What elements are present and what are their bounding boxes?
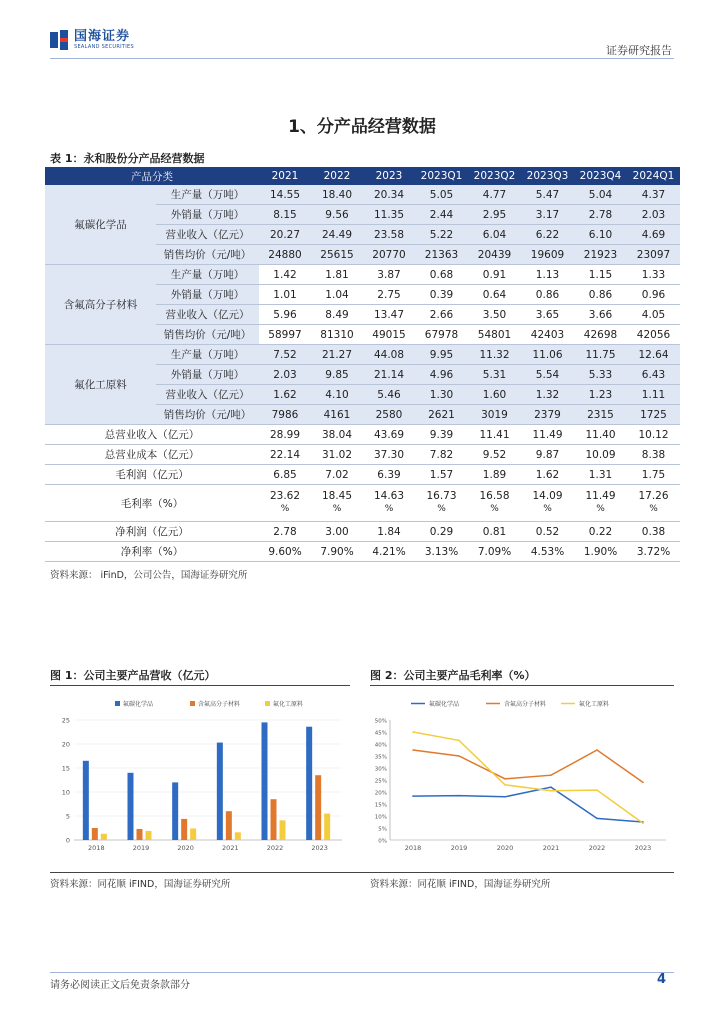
value-cell: 6.43 bbox=[627, 365, 680, 385]
bar bbox=[315, 775, 321, 840]
value-cell: 9.95 bbox=[415, 345, 468, 365]
value-cell: 42403 bbox=[521, 325, 574, 345]
value-number: 14.09 bbox=[532, 490, 563, 502]
header-divider bbox=[50, 58, 674, 59]
brand-name-cn: 国海证券 bbox=[74, 29, 131, 44]
value-cell: 5.31 bbox=[468, 365, 521, 385]
data-point bbox=[458, 755, 460, 757]
value-cell: 11.06 bbox=[521, 345, 574, 365]
footer-divider bbox=[50, 972, 674, 973]
value-cell: 6.04 bbox=[468, 225, 521, 245]
value-cell: 0.96 bbox=[627, 285, 680, 305]
table-row bbox=[45, 185, 680, 205]
value-cell: 6.10 bbox=[574, 225, 627, 245]
data-point bbox=[596, 789, 598, 791]
y-tick-label: 15% bbox=[374, 802, 387, 809]
item-cell: 生产量（万吨） bbox=[156, 185, 259, 205]
value-cell: 11.32 bbox=[468, 345, 521, 365]
y-tick-label: 25 bbox=[61, 716, 70, 725]
bar bbox=[181, 819, 187, 840]
data-point bbox=[550, 790, 552, 792]
value-cell: 5.04 bbox=[574, 185, 627, 205]
value-number: 16.58 bbox=[479, 490, 510, 502]
value-cell: 1.33 bbox=[627, 265, 680, 285]
value-cell: 3.66 bbox=[574, 305, 627, 325]
value-cell: 3.50 bbox=[468, 305, 521, 325]
header-cell: 2023 bbox=[363, 167, 415, 185]
x-tick-label: 2020 bbox=[496, 844, 514, 852]
value-cell: 4.77 bbox=[468, 185, 521, 205]
value-number: 23.62 bbox=[269, 490, 301, 502]
value-cell: 4.96 bbox=[415, 365, 468, 385]
bar bbox=[146, 831, 152, 840]
legend-label: 氟化工原料 bbox=[579, 701, 610, 708]
table-row bbox=[45, 345, 680, 365]
value-cell: 0.86 bbox=[521, 285, 574, 305]
value-cell: 2621 bbox=[415, 405, 468, 425]
value-cell: 0.68 bbox=[415, 265, 468, 285]
summary-value-cell: 38.04 bbox=[311, 425, 363, 445]
summary-value-cell: 9.52 bbox=[468, 445, 521, 465]
data-point bbox=[642, 782, 644, 784]
summary-row bbox=[45, 425, 680, 445]
header-cell: 2023Q4 bbox=[574, 167, 627, 185]
x-tick-label: 2021 bbox=[222, 844, 239, 852]
value-cell: 8.49 bbox=[311, 305, 363, 325]
item-cell: 营业收入（亿元） bbox=[156, 305, 259, 325]
value-cell: 42056 bbox=[627, 325, 680, 345]
x-tick-label: 2019 bbox=[132, 844, 150, 852]
summary-value-cell: 10.09 bbox=[574, 445, 627, 465]
value-cell: 5.22 bbox=[415, 225, 468, 245]
y-tick-label: 10 bbox=[61, 788, 70, 797]
summary-value-cell: 0.52 bbox=[521, 522, 574, 542]
summary-value-cell: 0.29 bbox=[415, 522, 468, 542]
summary-value-cell bbox=[311, 485, 363, 522]
summary-value-cell: 22.14 bbox=[259, 445, 311, 465]
summary-value-cell: 0.22 bbox=[574, 522, 627, 542]
summary-value-cell: 3.13% bbox=[415, 542, 468, 562]
product-data-table bbox=[45, 167, 680, 562]
bar bbox=[271, 799, 277, 840]
value-cell: 5.47 bbox=[521, 185, 574, 205]
value-cell: 2.03 bbox=[259, 365, 311, 385]
footer-disclaimer: 请务必阅读正文后免责条款部分 bbox=[50, 980, 190, 991]
summary-row bbox=[45, 485, 680, 522]
summary-value-cell: 8.38 bbox=[627, 445, 680, 465]
summary-value-cell: 1.84 bbox=[363, 522, 415, 542]
value-cell: 1.32 bbox=[521, 385, 574, 405]
summary-value-cell: 10.12 bbox=[627, 425, 680, 445]
value-cell: 58997 bbox=[259, 325, 311, 345]
value-number: 18.45 bbox=[321, 490, 353, 502]
value-cell: 4.05 bbox=[627, 305, 680, 325]
legend-swatch bbox=[190, 701, 195, 706]
summary-value-cell bbox=[521, 485, 574, 522]
y-tick-label: 40% bbox=[374, 742, 387, 749]
item-cell: 营业收入（亿元） bbox=[156, 385, 259, 405]
x-tick-label: 2019 bbox=[450, 844, 468, 852]
y-tick-label: 50% bbox=[374, 718, 387, 725]
bar bbox=[92, 828, 98, 840]
logo-icon bbox=[50, 30, 70, 50]
company-logo bbox=[50, 30, 134, 50]
value-cell: 20439 bbox=[468, 245, 521, 265]
summary-value-cell: 9.87 bbox=[521, 445, 574, 465]
value-cell: 2315 bbox=[574, 405, 627, 425]
y-tick-label: 10% bbox=[374, 814, 387, 821]
summary-value-cell bbox=[627, 485, 680, 522]
value-cell: 1.11 bbox=[627, 385, 680, 405]
value-cell: 1.81 bbox=[311, 265, 363, 285]
value-cell: 9.85 bbox=[311, 365, 363, 385]
table-source: 资料来源： iFinD，公司公告，国海证券研究所 bbox=[50, 570, 248, 581]
value-cell: 21363 bbox=[415, 245, 468, 265]
value-cell: 5.46 bbox=[363, 385, 415, 405]
page-number: 4 bbox=[656, 972, 666, 987]
data-point bbox=[550, 774, 552, 776]
value-cell: 9.56 bbox=[311, 205, 363, 225]
summary-value-cell: 7.82 bbox=[415, 445, 468, 465]
value-cell: 6.22 bbox=[521, 225, 574, 245]
bar bbox=[101, 834, 107, 840]
value-cell: 5.05 bbox=[415, 185, 468, 205]
value-cell: 3.65 bbox=[521, 305, 574, 325]
summary-value-cell: 1.75 bbox=[627, 465, 680, 485]
item-cell: 外销量（万吨） bbox=[156, 285, 259, 305]
data-point bbox=[504, 778, 506, 780]
data-point bbox=[550, 786, 552, 788]
value-cell: 1725 bbox=[627, 405, 680, 425]
summary-value-cell bbox=[415, 485, 468, 522]
item-cell: 销售均价（元/吨） bbox=[156, 245, 259, 265]
header-cell: 2023Q2 bbox=[468, 167, 521, 185]
value-cell: 0.91 bbox=[468, 265, 521, 285]
figures-bottom-rule bbox=[50, 872, 674, 873]
value-number: 11.49 bbox=[585, 490, 616, 502]
value-number: 16.73 bbox=[426, 490, 457, 502]
bar bbox=[137, 829, 143, 840]
category-cell: 氟化工原料 bbox=[45, 345, 156, 425]
item-cell: 外销量（万吨） bbox=[156, 365, 259, 385]
header-cell: 2023Q3 bbox=[521, 167, 574, 185]
header-cell: 2024Q1 bbox=[627, 167, 680, 185]
table-row bbox=[45, 265, 680, 285]
summary-value-cell: 1.90% bbox=[574, 542, 627, 562]
summary-value-cell: 28.99 bbox=[259, 425, 311, 445]
value-suffix: % bbox=[490, 504, 499, 514]
y-tick-label: 45% bbox=[374, 730, 387, 737]
value-cell: 2.75 bbox=[363, 285, 415, 305]
summary-item-cell: 毛利润（亿元） bbox=[45, 465, 259, 485]
item-cell: 销售均价（元/吨） bbox=[156, 405, 259, 425]
x-tick-label: 2023 bbox=[634, 844, 652, 852]
value-cell: 8.15 bbox=[259, 205, 311, 225]
summary-value-cell: 31.02 bbox=[311, 445, 363, 465]
figure1-source: 资料来源：同花顺 iFIND，国海证券研究所 bbox=[50, 879, 231, 890]
summary-value-cell: 3.00 bbox=[311, 522, 363, 542]
summary-value-cell bbox=[468, 485, 521, 522]
bar bbox=[262, 722, 268, 840]
value-cell: 12.64 bbox=[627, 345, 680, 365]
value-cell: 4.10 bbox=[311, 385, 363, 405]
y-tick-label: 0% bbox=[378, 838, 387, 845]
value-cell: 2.78 bbox=[574, 205, 627, 225]
summary-value-cell: 7.02 bbox=[311, 465, 363, 485]
item-cell: 销售均价（元/吨） bbox=[156, 325, 259, 345]
data-point bbox=[412, 795, 414, 797]
legend-label: 氟碳化学品 bbox=[429, 701, 460, 708]
summary-value-cell: 9.60% bbox=[259, 542, 311, 562]
table-header-row bbox=[45, 167, 680, 185]
summary-value-cell: 1.62 bbox=[521, 465, 574, 485]
value-cell: 14.55 bbox=[259, 185, 311, 205]
header-cell: 2021 bbox=[259, 167, 311, 185]
value-cell: 2.44 bbox=[415, 205, 468, 225]
summary-value-cell bbox=[574, 485, 627, 522]
legend-swatch bbox=[115, 701, 120, 706]
data-point bbox=[596, 749, 598, 751]
value-cell: 13.47 bbox=[363, 305, 415, 325]
summary-value-cell bbox=[363, 485, 415, 522]
item-cell: 生产量（万吨） bbox=[156, 345, 259, 365]
value-cell: 20.34 bbox=[363, 185, 415, 205]
summary-value-cell: 1.57 bbox=[415, 465, 468, 485]
summary-value-cell: 11.49 bbox=[521, 425, 574, 445]
report-type: 证券研究报告 bbox=[606, 44, 672, 57]
value-cell: 1.62 bbox=[259, 385, 311, 405]
category-cell: 含氟高分子材料 bbox=[45, 265, 156, 345]
summary-row bbox=[45, 465, 680, 485]
value-cell: 11.35 bbox=[363, 205, 415, 225]
category-cell: 氟碳化学品 bbox=[45, 185, 156, 265]
header-cell: 产品分类 bbox=[45, 167, 259, 185]
x-tick-label: 2018 bbox=[404, 844, 422, 852]
value-cell: 23.58 bbox=[363, 225, 415, 245]
bar bbox=[190, 828, 196, 840]
x-tick-label: 2020 bbox=[177, 844, 194, 852]
summary-item-cell: 净利率（%） bbox=[45, 542, 259, 562]
value-cell: 67978 bbox=[415, 325, 468, 345]
value-cell: 0.86 bbox=[574, 285, 627, 305]
summary-value-cell: 43.69 bbox=[363, 425, 415, 445]
value-cell: 19609 bbox=[521, 245, 574, 265]
summary-value-cell: 0.81 bbox=[468, 522, 521, 542]
summary-value-cell: 1.89 bbox=[468, 465, 521, 485]
item-cell: 生产量（万吨） bbox=[156, 265, 259, 285]
y-tick-label: 30% bbox=[374, 766, 387, 773]
y-tick-label: 0 bbox=[65, 836, 70, 845]
section-title: 1、分产品经营数据 bbox=[288, 117, 436, 137]
data-point bbox=[596, 818, 598, 820]
header-cell: 2023Q1 bbox=[415, 167, 468, 185]
gross-margin-line-chart bbox=[370, 692, 674, 862]
data-point bbox=[458, 795, 460, 797]
value-cell: 1.13 bbox=[521, 265, 574, 285]
summary-row bbox=[45, 542, 680, 562]
value-cell: 11.75 bbox=[574, 345, 627, 365]
summary-value-cell: 37.30 bbox=[363, 445, 415, 465]
value-suffix: % bbox=[384, 504, 394, 514]
y-tick-label: 20% bbox=[374, 790, 387, 797]
bar bbox=[324, 814, 330, 840]
legend-label: 氟碳化学品 bbox=[123, 701, 154, 708]
summary-item-cell: 总营业收入（亿元） bbox=[45, 425, 259, 445]
x-tick-label: 2018 bbox=[88, 844, 105, 852]
summary-value-cell bbox=[259, 485, 311, 522]
value-cell: 23097 bbox=[627, 245, 680, 265]
x-tick-label: 2022 bbox=[266, 844, 284, 852]
summary-value-cell: 1.31 bbox=[574, 465, 627, 485]
value-cell: 25615 bbox=[311, 245, 363, 265]
value-cell: 0.39 bbox=[415, 285, 468, 305]
value-cell: 20.27 bbox=[259, 225, 311, 245]
header-cell: 2022 bbox=[311, 167, 363, 185]
summary-value-cell: 9.39 bbox=[415, 425, 468, 445]
legend-label: 含氟高分子材料 bbox=[504, 701, 547, 708]
summary-value-cell: 6.39 bbox=[363, 465, 415, 485]
data-point bbox=[504, 784, 506, 786]
summary-value-cell: 4.53% bbox=[521, 542, 574, 562]
value-suffix: % bbox=[332, 504, 342, 514]
value-cell: 2.66 bbox=[415, 305, 468, 325]
x-tick-label: 2021 bbox=[542, 844, 560, 852]
summary-value-cell: 11.41 bbox=[468, 425, 521, 445]
bar bbox=[235, 832, 241, 840]
value-cell: 21.27 bbox=[311, 345, 363, 365]
y-tick-label: 15 bbox=[61, 764, 70, 773]
value-suffix: % bbox=[596, 504, 605, 514]
legend-label: 含氟高分子材料 bbox=[198, 701, 241, 708]
bar bbox=[172, 782, 178, 840]
brand-name-en: SEALAND SECURITIES bbox=[74, 44, 134, 50]
value-cell: 20770 bbox=[363, 245, 415, 265]
item-cell: 营业收入（亿元） bbox=[156, 225, 259, 245]
figure1-title: 图 1：公司主要产品营收（亿元） bbox=[50, 669, 216, 682]
value-suffix: % bbox=[437, 504, 446, 514]
summary-value-cell: 2.78 bbox=[259, 522, 311, 542]
value-cell: 2.95 bbox=[468, 205, 521, 225]
value-cell: 21923 bbox=[574, 245, 627, 265]
value-cell: 0.64 bbox=[468, 285, 521, 305]
value-suffix: % bbox=[280, 504, 290, 514]
summary-item-cell: 总营业成本（亿元） bbox=[45, 445, 259, 465]
figure2-rule bbox=[370, 685, 674, 686]
value-cell: 21.14 bbox=[363, 365, 415, 385]
value-cell: 7986 bbox=[259, 405, 311, 425]
value-cell: 1.42 bbox=[259, 265, 311, 285]
value-cell: 5.54 bbox=[521, 365, 574, 385]
figure2-title: 图 2：公司主要产品毛利率（%） bbox=[370, 669, 536, 682]
value-cell: 24.49 bbox=[311, 225, 363, 245]
y-tick-label: 5% bbox=[378, 826, 387, 833]
y-tick-label: 5 bbox=[65, 812, 70, 821]
summary-value-cell: 3.72% bbox=[627, 542, 680, 562]
data-point bbox=[504, 796, 506, 798]
bar bbox=[128, 773, 134, 840]
y-tick-label: 20 bbox=[61, 740, 70, 749]
value-cell: 44.08 bbox=[363, 345, 415, 365]
bar bbox=[217, 743, 223, 840]
value-cell: 5.96 bbox=[259, 305, 311, 325]
figure2-source: 资料来源：同花顺 iFIND，国海证券研究所 bbox=[370, 879, 551, 890]
summary-item-cell: 毛利率（%） bbox=[45, 485, 259, 522]
value-cell: 2580 bbox=[363, 405, 415, 425]
value-cell: 18.40 bbox=[311, 185, 363, 205]
x-tick-label: 2023 bbox=[311, 844, 328, 852]
figure1-rule bbox=[50, 685, 350, 686]
value-cell: 1.15 bbox=[574, 265, 627, 285]
y-tick-label: 35% bbox=[374, 754, 387, 761]
legend-label: 氟化工原料 bbox=[273, 701, 304, 708]
value-cell: 42698 bbox=[574, 325, 627, 345]
revenue-bar-chart bbox=[50, 692, 350, 862]
bar bbox=[226, 811, 232, 840]
value-cell: 1.60 bbox=[468, 385, 521, 405]
value-cell: 2.03 bbox=[627, 205, 680, 225]
summary-value-cell: 11.40 bbox=[574, 425, 627, 445]
series-line bbox=[413, 787, 643, 822]
table-title: 表 1：永和股份分产品经营数据 bbox=[50, 152, 205, 165]
value-cell: 54801 bbox=[468, 325, 521, 345]
value-number: 14.63 bbox=[373, 490, 405, 502]
value-cell: 4.37 bbox=[627, 185, 680, 205]
value-cell: 49015 bbox=[363, 325, 415, 345]
data-point bbox=[458, 740, 460, 742]
summary-item-cell: 净利润（亿元） bbox=[45, 522, 259, 542]
value-cell: 4.69 bbox=[627, 225, 680, 245]
data-point bbox=[642, 822, 644, 824]
value-cell: 7.52 bbox=[259, 345, 311, 365]
legend-swatch bbox=[265, 701, 270, 706]
value-suffix: % bbox=[649, 504, 658, 514]
value-suffix: % bbox=[543, 504, 552, 514]
data-point bbox=[412, 749, 414, 751]
value-cell: 4161 bbox=[311, 405, 363, 425]
series-line bbox=[413, 750, 643, 782]
value-cell: 5.33 bbox=[574, 365, 627, 385]
bar bbox=[306, 727, 312, 840]
value-cell: 81310 bbox=[311, 325, 363, 345]
value-cell: 1.01 bbox=[259, 285, 311, 305]
summary-value-cell: 0.38 bbox=[627, 522, 680, 542]
item-cell: 外销量（万吨） bbox=[156, 205, 259, 225]
summary-value-cell: 6.85 bbox=[259, 465, 311, 485]
data-point bbox=[412, 731, 414, 733]
summary-row bbox=[45, 522, 680, 542]
summary-value-cell: 7.09% bbox=[468, 542, 521, 562]
value-cell: 3.17 bbox=[521, 205, 574, 225]
summary-row bbox=[45, 445, 680, 465]
value-number: 17.26 bbox=[638, 490, 669, 502]
y-tick-label: 25% bbox=[374, 778, 387, 785]
bar bbox=[280, 820, 286, 840]
value-cell: 3019 bbox=[468, 405, 521, 425]
x-tick-label: 2022 bbox=[588, 844, 606, 852]
bar bbox=[83, 761, 89, 840]
value-cell: 3.87 bbox=[363, 265, 415, 285]
value-cell: 1.30 bbox=[415, 385, 468, 405]
value-cell: 24880 bbox=[259, 245, 311, 265]
value-cell: 1.04 bbox=[311, 285, 363, 305]
value-cell: 1.23 bbox=[574, 385, 627, 405]
value-cell: 2379 bbox=[521, 405, 574, 425]
summary-value-cell: 4.21% bbox=[363, 542, 415, 562]
summary-value-cell: 7.90% bbox=[311, 542, 363, 562]
